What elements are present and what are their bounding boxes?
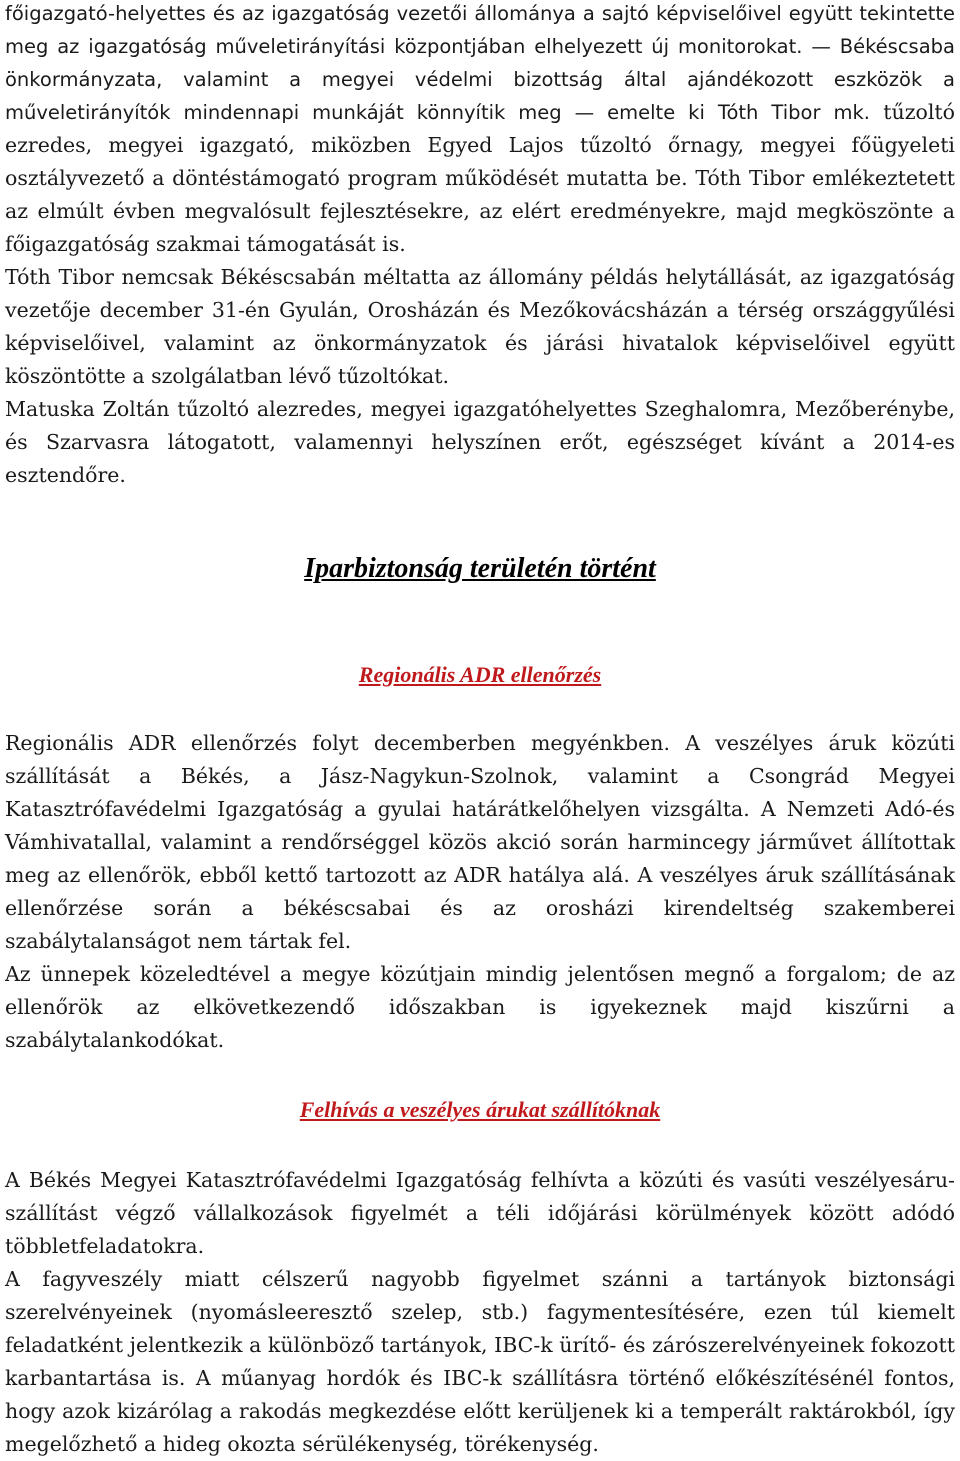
intro-paragraph-2: Tóth Tibor nemcsak Békéscsabán méltatta az állomány példás helytállását, az igazgatóság vezetője december 31-én Gyulán, Orosházán és Mezőkovácsházán a térség országgyűlési képviselőivel, valamint az önkormányzatok és járási hivatalok képviselőivel együtt köszöntötte a szolgálatban lévő tűzoltókat. [5,265,955,388]
call-paragraph-1: A Békés Megyei Katasztrófavédelmi Igazgatóság felhívta a közúti és vasúti veszélyesáru-szállítást végző vállalkozások figyelmét a téli időjárási körülmények között adódó többletfeladatokra. [5,1168,955,1258]
intro-paragraph-3: Matuska Zoltán tűzoltó alezredes, megyei igazgatóhelyettes Szeghalomra, Mezőberénybe, és Szarvasra látogatott, valamennyi helyszínen erőt, egészséget kívánt a 2014-es esztendőre. [5,397,955,487]
call-paragraph-2: A fagyveszély miatt célszerű nagyobb figyelmet szánni a tartányok biztonsági szerelvényeinek (nyomásleeresztő szelep, stb.) fagymentesítésére, ezen túl kiemelt feladatként jelentkezik a különböző tartányok, IBC-k ürítő- és zárószerelvényeinek fokozott karbantartása is. A műanyag hordók és IBC-k szállításra történő előkészítésénél fontos, hogy azok kizárólag a rakodás megkezdése előtt kerüljenek ki a temperált raktárokból, így megelőzhető a hideg okozta sérülékenység, törékenység. [5,1267,955,1456]
adr-paragraph-2: Az ünnepek közeledtével a megye közútjain mindig jelentősen megnő a forgalom; de az ellenőrök az elkövetkezendő időszakban is igyekeznek majd kiszűrni a szabálytalankodókat. [5,962,955,1052]
intro-paragraph-1-part-a: főigazgató-helyettes és az igazgatóság vezetői állománya a sajtó képviselőivel együtt tekintette meg az igazgatóság műveletirányítási központjában elhelyezett új monitorokat. — Békéscsaba önkormányzata, valamint a megyei védelmi bizottság által ajándékozott eszközök a műveletirányítók mindennapi munkáját könnyítik meg — emelte ki Tóth Tibor mk. [5,2,955,124]
section-title: Iparbiztonság területén történt [304,553,656,584]
intro-paragraph-1 [5,0,955,261]
subsection-title-adr: Regionális ADR ellenőrzés [358,662,602,687]
intro-paragraph-1-part-b: tűzoltó ezredes, megyei igazgató, miközben Egyed Lajos tűzoltó őrnagy, megyei főügyeleti osztályvezető a döntéstámogató program működését mutatta be. Tóth Tibor emlékeztetett az elmúlt évben megvalósult fejlesztésekre, az elért eredményekre, majd megköszönte a főigazgatóság szakmai támogatását is. [5,100,955,256]
adr-paragraph-1: Regionális ADR ellenőrzés folyt decemberben megyénkben. A veszélyes áruk közúti szállítását a Békés, a Jász-Nagykun-Szolnok, valamint a Csongrád Megyei Katasztrófavédelmi Igazgatóság a gyulai határátkelőhelyen vizsgálta. A Nemzeti Adó-és Vámhivatallal, valamint a rendőrséggel közös akció során harmincegy járművet állítottak meg az ellenőrök, ebből kettő tartozott az ADR hatálya alá. A veszélyes áruk szállításának ellenőrzése során a békéscsabai és az orosházi kirendeltség szakemberei szabálytalanságot nem tártak fel. [5,731,955,953]
subsection-title-call: Felhívás a veszélyes árukat szállítóknak [299,1097,661,1122]
